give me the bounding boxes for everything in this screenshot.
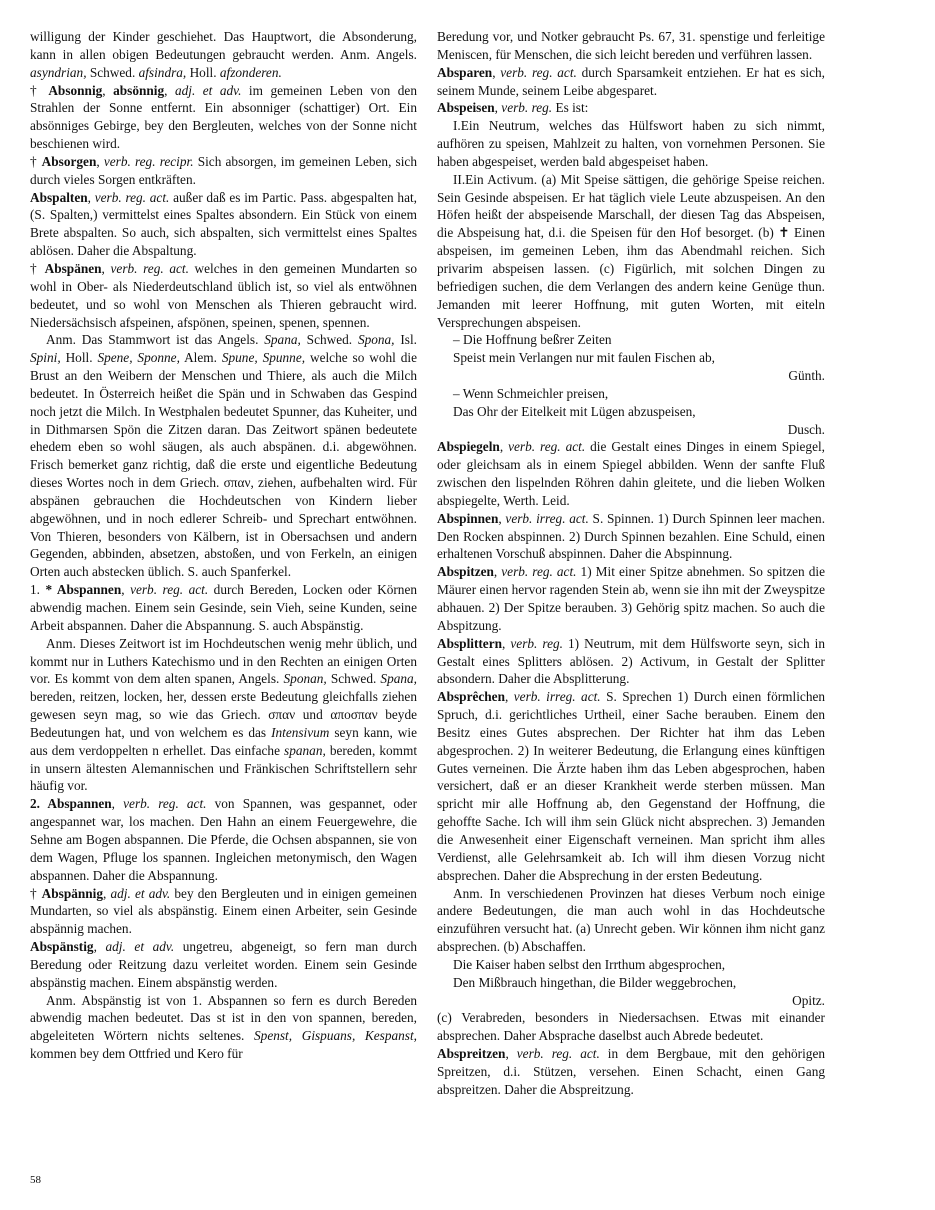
verse-line: – Die Hoffnung beßrer Zeiten	[453, 332, 612, 348]
entry-text: ,	[87, 189, 95, 205]
headword: Abspeisen	[437, 100, 495, 116]
grammar-label: Spenst, Gispuans, Kespanst,	[254, 1028, 417, 1044]
dictionary-entry	[30, 581, 417, 635]
entry-text: †	[30, 82, 49, 98]
entry-text: Holl.	[60, 350, 98, 366]
dictionary-entry	[30, 153, 417, 189]
entry-text: welches in den gemeinen Mundarten so wohl in Ober- als Niederdeutschland üblich ist, so viel als entwöhnen bedeutet, und so wohl von Menschen als Thieren gebraucht wird. Niedersächsisch afspeinen, afspönen, speinen, spenen, spennen.	[30, 260, 417, 330]
entry-text: †	[30, 885, 42, 901]
headword: Absprêchen	[437, 689, 505, 705]
entry-text: bereden, reitzen, locken, her, dessen erste Bedeutung gleichfalls ziehen gewesen seyn mag, so wie das Griech. σπαν und αποσπαν beyde Bedeutungen hat, und von welchem es das	[30, 689, 417, 740]
headword: Abspreitzen	[437, 1046, 506, 1062]
grammar-label: asyndrian,	[30, 64, 87, 80]
entry-text: II.Ein Activum. (a) Mit Speise sättigen, die gehörige Speise reichen. Sein Gesinde abspeisen. Er hat täglich viele Leute abzuspeisen. An den Höfen heißt der abspeisende Marschall, der diesen Tag das Abspeisen, die Abspeisung hat, d.i. die Speisen für den Hof besorget. (b) ✝ Einen abspeisen, im gemeinen Leben, ihm das Abendmahl reichen. Sich privarim abspeisen lassen. (c) Figürlich, mit solchen Dingen zu befriedigen suchen, die dem Verlangen des andern keine Genüge thun. Jemanden mit leerer Hoffnung, mit guten Worten, mit eiteln Versprechungen abspeisen.	[437, 171, 825, 330]
entry-text: außer daß es im Partic. Pass. abgespalten hat, (S. Spalten,) vermittelst eines Spaltes absondern. Ein Stück von einem Brete abspalten. So auch, sich abspalten, sich vermittelst eines Spaltes ablösen. Daher die Abspaltung.	[30, 189, 417, 259]
grammar-label: verb. reg. recipr.	[103, 153, 194, 169]
grammar-label: Spene, Sponne,	[97, 350, 180, 366]
entry-text: ,	[111, 796, 124, 812]
entry-text: Anm. In verschiedenen Provinzen hat dieses Verbum noch einige andere Bedeutungen, die man auch wohl in das Hochdeutsche einzuführen versucht hat. (a) Unrecht geben. Wir können ihm nicht ganz absprechen. (b) Abschaffen.	[437, 885, 825, 955]
entry-text: 1) Neutrum, mit dem Hülfsworte seyn, sich in Gestalt eines Splitters ablösen. 2) Activum, in Gestalt der Splitter absondern. Daher die Absplitterung.	[437, 635, 825, 687]
grammar-label: verb. reg. act.	[110, 260, 189, 276]
entry-text: Isl.	[394, 332, 417, 348]
entry-text: welche so wohl die Brust an den Weibern der Menschen und Thiere, als auch die Milch bedeutet. In Österreich heißet die Spän und in Schwaben das Gespind noch jetzt die Milch. In Westphalen bedeutet Spunner, das Kuheiter, und in Dithmarsen Spön die Zitzen daran. Das Zeitwort spänen bedeutete ehedem eben so wohl säugen, als auch abspänen. d.i. abgewöhnen. Frisch bemerket ganz richtig, daß die erste und eigentliche Bedeutung dieses Wortes noch in dem Griech. σπαν, ziehen, aufbehalten wird. Für abspänen gebrauchen die Hochdeutschen von Kindern lieber abgewöhnen, und in noch edlerer Schreib- und Sprechart entwöhnen. Von Thieren, besonders von Kälbern, ist in Obersachsen und andern Gegenden, abbinden, absetzen, abstoßen, und von Ferkeln, an einigen Orten auch abstecken üblich. S. auch Spanferkel.	[30, 350, 417, 580]
entry-text: S. Sprechen 1) Durch einen förmlichen Spruch, d.i. gerichtliches Urtheil, einer Sache berauben. Einem den Besitz eines Gutes absprechen. Der Richter hat ihm das Leben abgesprochen. 2) In weiterer Bedeutung, die Erlangung eines künftigen Gutes verneinen. Die Ärzte haben ihm das Leben abgesprochen, haben versichert, daß er an dieser Krankheit werde sterben müssen. Man spricht mir alle Hoffnung ab, den Gegenstand der Hoffnung, die gehoffte Sache. Ich will ihm sein Glück nicht absprechen. 3) Jemanden die Anwesenheit einer Eigenschaft verneinen. Man spricht ihm alles Verdienst, alle Gelehrsamkeit ab. Ich will ihm diesen Vorzug nicht absprechen. Daher die Absprechung in der ersten Bedeutung.	[437, 689, 826, 883]
dictionary-entry	[30, 938, 417, 992]
entry-text: Anm. Abspänstig ist von 1. Abspannen so fern es durch Bereden abwendig machen bedeutet. Das st ist in den von spannen, bereden, abgeleiteten Wörtern nichts seltenes.	[30, 992, 417, 1044]
entry-text: Sich absorgen, im gemeinen Leben, sich durch vieles Sorgen entkräften.	[30, 153, 417, 187]
verse-line: Den Mißbrauch hingethan, die Bilder weggebrochen,	[453, 974, 737, 990]
entry-text: 1.	[30, 582, 46, 598]
grammar-label: verb. reg.	[510, 635, 563, 651]
annotation-paragraph	[30, 331, 417, 581]
entry-text: bereden, kommt in unsern ältesten Alemannischen und Fränkischen Schriftstellern sehr häufig vor.	[30, 742, 418, 794]
grammar-label: verb. reg. act.	[123, 796, 207, 812]
dictionary-entry	[30, 82, 417, 153]
entry-text: Schwed.	[300, 332, 358, 348]
grammar-label: Spini,	[30, 350, 61, 366]
verse-line: Die Kaiser haben selbst den Irrthum abgesprochen,	[453, 956, 726, 972]
entry-text: die Gestalt eines Dinges in einem Spiegel, oder gleichsam als in einem Spiegel abbilden. Wenn der sanfte Fluß zwischen den lispelnden Röhren dahin gleitete, und die lieben Wolken abspiegelte, Werth. Leid.	[437, 439, 825, 508]
entry-text: Beredung vor, und Notker gebraucht Ps. 67, 31. spenstige und ferleitige Meniscen, für Menschen, die sich leicht bereden und verführen lassen.	[437, 29, 825, 62]
entry-text: ,	[102, 82, 114, 98]
entry-text: willigung der Kinder geschiehet. Das Hauptwort, die Absonderung, kann in allen obigen Bedeutungen gebraucht werden. Anm. Angels.	[30, 29, 417, 62]
verse-line: Das Ohr der Eitelkeit mit Lügen abzuspeisen,	[453, 403, 696, 419]
entry-text: ,	[96, 153, 104, 169]
grammar-label: verb. reg. act.	[94, 189, 170, 205]
citation-author: Opitz.	[792, 992, 825, 1008]
entry-text: seyn kann, wie aus dem verdoppelten n erhellet. Das einfache	[30, 724, 417, 758]
dictionary-entry	[30, 260, 417, 331]
headword: Abspänstig	[30, 939, 94, 955]
headword: Absonnig	[48, 82, 103, 98]
entry-text: Anm. Dieses Zeitwort ist im Hochdeutschen wenig mehr üblich, und kommt nur in Luthers Katechismo und in den Rechten an einigen Orten vor. Es kommt von dem alten spanen, Angels.	[30, 635, 417, 687]
entry-text: Alem.	[179, 350, 222, 366]
entry-text: ,	[494, 100, 502, 116]
entry-text: von Spannen, was gespannet, oder angespannet war, los machen. Den Hahn an einem Feuergewehre, die Sehne am Bogen abspannen. Die Pferde, die Ochsen abspannen, sie von dem Wagen, Pfluge los spannen. Ingleichen metonymisch, den Wagen abspannen. Daher die Abspannung.	[30, 796, 417, 883]
headword: Abspännig	[41, 885, 103, 901]
grammar-label: Spona,	[357, 332, 395, 348]
entry-text: †	[30, 153, 42, 169]
dictionary-entry	[437, 438, 825, 509]
dictionary-entry	[437, 510, 825, 564]
dictionary-entry	[437, 1045, 825, 1099]
verse-line: Speist mein Verlangen nur mit faulen Fischen ab,	[453, 350, 715, 366]
entry-text: 1) Mit einer Spitze abnehmen. So spitzen die Mäurer einen hervor ragenden Stein ab, wenn sie ihn mit der Zweyspitze abhauen. 2) Der Spitze berauben. 3) Gehörig spitz machen. So auch die Abspitzung.	[437, 564, 825, 633]
entry-text: ungetreu, abgeneigt, so fern man durch Beredung oder Reitzung dazu verleitet worden. Einem sein Gesinde abspänstig machen. Einem abspänstig werden.	[30, 939, 418, 990]
grammar-label: verb. reg. act.	[500, 64, 577, 80]
entry-text: Holl.	[186, 64, 220, 80]
headword: Abspalten	[30, 189, 88, 205]
grammar-label: Spana,	[264, 332, 301, 348]
entry-text: ,	[498, 510, 506, 526]
annotation-paragraph	[437, 885, 825, 956]
entry-text: ,	[505, 1046, 517, 1062]
entry-text: Es ist:	[552, 100, 589, 116]
headword: Abspinnen	[437, 510, 499, 526]
entry-text: ,	[499, 439, 509, 455]
dictionary-entry	[437, 635, 825, 689]
grammar-label: verb. reg. act.	[508, 439, 586, 455]
entry-text: ,	[101, 260, 111, 276]
grammar-label: adj. et adv.	[110, 885, 171, 901]
right-column	[437, 28, 825, 1099]
dictionary-entry	[437, 99, 825, 117]
entry-text: ,	[93, 939, 106, 955]
entry-text: ,	[492, 64, 501, 80]
entry-text: †	[30, 260, 45, 276]
headword: Absparen	[437, 64, 493, 80]
entry-text: I.Ein Neutrum, welches das Hülfswort haben zu sich nimmt, aufhören zu speisen, Mahlzeit zu halten, von vornehmen Personen. Sie haben abgespeiset, werden bald abgespeiset haben.	[437, 118, 825, 169]
headword: Abspiegeln	[437, 439, 500, 455]
headword: Abspitzen	[437, 564, 494, 580]
headword: 2. Abspannen	[30, 796, 112, 812]
entry-text: Schwed.	[326, 671, 381, 687]
grammar-label: verb. reg. act.	[516, 1046, 600, 1062]
entry-text: ,	[121, 582, 131, 598]
grammar-label: afsindra,	[138, 64, 187, 80]
grammar-label: Intensivum	[271, 724, 330, 740]
entry-text: in dem Bergbaue, mit den gehörigen Spreitzen, d.i. Stützen, versehen. Einen Schacht, einen Gang abspreitzen. Daher die Abspreitzung.	[437, 1046, 826, 1097]
grammar-label: verb. reg. act.	[130, 582, 209, 598]
dictionary-entry	[437, 1009, 825, 1045]
annotation-paragraph	[30, 992, 417, 1063]
entry-text: ,	[103, 885, 111, 901]
dictionary-entry	[437, 28, 825, 64]
grammar-label: spanan,	[284, 742, 326, 758]
entry-text: bey den Bergleuten und in einigen gemeinen Mundarten, so viel als abspänstig. Einem einen Arbeiter, sein Gesinde abspännig machen.	[30, 885, 417, 937]
verse-line: – Wenn Schmeichler preisen,	[453, 385, 609, 401]
grammar-label: adj. et adv.	[174, 82, 242, 98]
entry-text: ,	[502, 635, 511, 651]
grammar-label: verb. irreg. act.	[513, 689, 601, 705]
headword: Abspänen	[44, 260, 102, 276]
dictionary-entry	[30, 189, 417, 260]
entry-text: ,	[164, 82, 175, 98]
grammar-label: adj. et adv.	[105, 939, 175, 955]
entry-text: (c) Verabreden, besonders in Niedersachsen. Etwas mit einander absprechen. Daher Absprache daselbst auch Abrede bedeutet.	[437, 1010, 825, 1044]
entry-text: durch Sparsamkeit entziehen. Er hat es sich, seinem Munde, seinem Leibe abgesparet.	[437, 64, 825, 98]
grammar-label: Sponan,	[283, 671, 327, 687]
grammar-label: Spune, Spunne,	[221, 350, 306, 366]
citation-author: Günth.	[788, 368, 825, 384]
left-column	[30, 28, 417, 1063]
grammar-label: afzonderen.	[219, 64, 282, 80]
dictionary-entry	[437, 563, 825, 634]
entry-text: ,	[493, 564, 502, 580]
entry-text: ,	[504, 689, 514, 705]
annotation-paragraph	[30, 635, 417, 796]
annotation-paragraph	[437, 171, 825, 332]
headword: absönnig	[113, 82, 165, 98]
dictionary-entry	[30, 885, 417, 939]
headword: Absorgen	[41, 153, 97, 169]
dictionary-entry	[437, 64, 825, 100]
entry-text: im gemeinen Leben von den Strahlen der Sonne entfernt. Ein absonniger (schattiger) Ort. Ein absönniges Gebirge, bey den Bergleuten, welches von der Sonne nicht beschienen wird.	[30, 82, 417, 152]
entry-text: Anm. Das Stammwort ist das Angels.	[46, 332, 265, 348]
grammar-label: Spana,	[380, 671, 417, 687]
dictionary-entry	[437, 688, 825, 884]
annotation-paragraph	[437, 117, 825, 171]
headword: Absplittern	[437, 635, 503, 651]
dictionary-entry	[30, 795, 417, 884]
entry-text: Schwed.	[86, 64, 139, 80]
grammar-label: verb. irreg. act.	[505, 510, 589, 526]
page-number: 58	[30, 1174, 41, 1186]
entry-text: S. Spinnen. 1) Durch Spinnen leer machen. Den Rocken abspinnen. 2) Durch Spinnen bezahlen. Eine Schuld, einen erhaltenen Vorschuß abspinnen. Daher die Abspinnung.	[437, 510, 826, 562]
headword: * Abspannen	[45, 582, 122, 598]
grammar-label: verb. reg.	[501, 100, 553, 116]
grammar-label: verb. reg. act.	[501, 564, 577, 580]
citation-author: Dusch.	[787, 421, 825, 437]
dictionary-entry	[30, 28, 417, 82]
entry-text: kommen bey dem Ottfried und Kero für	[30, 1046, 243, 1062]
entry-text: durch Bereden, Locken oder Körnen abwendig machen. Einem sein Gesinde, sein Vieh, seine Kunden, seine Arbeit abspannen. Daher die Abspannung. S. auch Abspänstig.	[30, 582, 417, 633]
